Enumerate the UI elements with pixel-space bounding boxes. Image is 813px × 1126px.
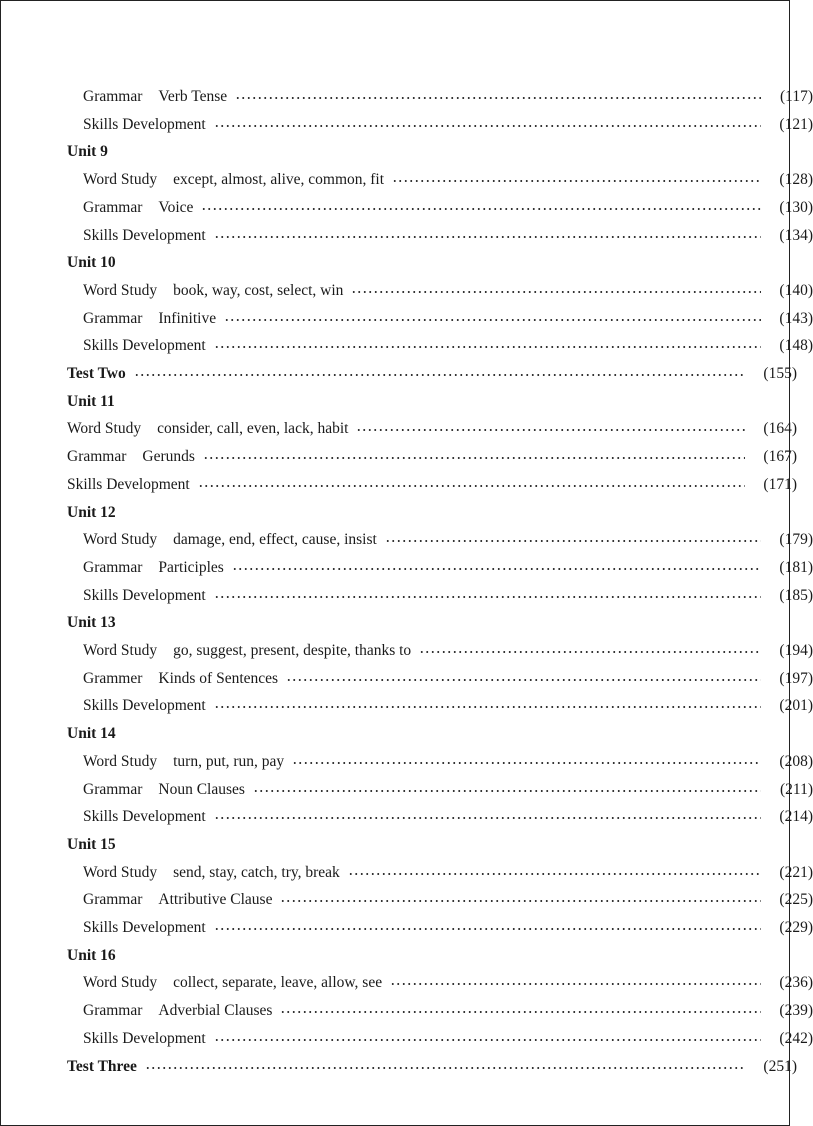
test-title: Test Three [67, 1057, 137, 1075]
toc-entry [1, 582, 813, 610]
toc-entry [1, 776, 813, 804]
entry-label: Skills Development [83, 1029, 206, 1047]
toc-entry [1, 969, 813, 997]
entry-label: Grammar [67, 448, 127, 466]
dot-leader [134, 374, 745, 376]
page-number: (179) [779, 531, 813, 549]
entry-detail: collect, separate, leave, allow, see [173, 974, 383, 992]
entry-label: Word Study [83, 752, 158, 770]
toc-entry [1, 526, 813, 554]
dot-leader [214, 928, 761, 930]
entry-label: Grammer [83, 669, 143, 687]
entry-detail: except, almost, alive, common, fit [173, 171, 385, 189]
page-number: (194) [779, 642, 813, 659]
entry-label: Word Study [83, 531, 158, 549]
toc-entry [1, 83, 813, 111]
toc-entry [1, 277, 813, 305]
toc-entry [1, 1025, 813, 1053]
entry-label: Word Study [83, 281, 158, 299]
page-number: (117) [780, 88, 813, 105]
page-number: (171) [763, 475, 797, 493]
dot-leader [280, 900, 761, 902]
page-number: (236) [779, 974, 813, 992]
page-number: (185) [779, 586, 813, 604]
unit-title: Unit 16 [67, 946, 116, 964]
page-number: (167) [763, 448, 797, 466]
dot-leader [292, 762, 761, 764]
page-number: (148) [779, 337, 813, 355]
entry-label: Skills Development [67, 475, 190, 493]
unit-title: Unit 14 [67, 725, 116, 743]
entry-label: Skills Development [83, 115, 206, 133]
dot-leader [253, 790, 761, 792]
toc-entry [1, 415, 797, 443]
entry-detail: Attributive Clause [158, 891, 273, 909]
entry-detail: Participles [158, 558, 224, 576]
entry-detail: consider, call, even, lack, habit [157, 420, 349, 438]
unit-title: Unit 15 [67, 835, 116, 853]
unit-heading [1, 720, 797, 748]
toc-entry [1, 914, 813, 942]
toc-entry [1, 111, 813, 139]
entry-detail: Voice [158, 198, 194, 216]
entry-detail: damage, end, effect, cause, insist [173, 531, 377, 549]
page-number: (130) [779, 198, 813, 216]
page-number: (251) [763, 1057, 797, 1075]
entry-detail: Infinitive [158, 309, 217, 327]
entry-label: Grammar [83, 780, 143, 798]
toc-entry [1, 222, 813, 250]
toc-test-entry [1, 1053, 797, 1081]
unit-title: Unit 12 [67, 503, 116, 521]
toc-entry [1, 443, 797, 471]
dot-leader [224, 319, 761, 321]
page-number: (134) [779, 226, 813, 244]
unit-heading [1, 609, 797, 637]
entry-detail: Kinds of Sentences [158, 669, 279, 687]
entry-label: Word Study [83, 974, 158, 992]
entry-label: Word Study [67, 420, 142, 438]
toc-entry [1, 886, 813, 914]
dot-leader [351, 291, 761, 293]
dot-leader [145, 1067, 745, 1069]
dot-leader [214, 1039, 761, 1041]
entry-label: Grammar [83, 88, 143, 105]
page-number: (211) [780, 780, 813, 798]
entry-detail: Gerunds [142, 448, 195, 466]
toc-test-entry [1, 360, 797, 388]
dot-leader [235, 97, 761, 99]
entry-label: Skills Development [83, 586, 206, 604]
entry-label: Skills Development [83, 226, 206, 244]
entry-label: Grammar [83, 558, 143, 576]
entry-detail: book, way, cost, select, win [173, 281, 344, 299]
entry-detail: turn, put, run, pay [173, 752, 285, 770]
dot-leader [201, 208, 761, 210]
toc-entry [1, 194, 813, 222]
page-number: (208) [779, 752, 813, 770]
page-number: (221) [779, 863, 813, 881]
dot-leader [203, 457, 745, 459]
unit-title: Unit 10 [67, 254, 116, 272]
toc-entry [1, 803, 813, 831]
page-number: (225) [779, 891, 813, 909]
toc-entry [1, 471, 797, 499]
page-number: (214) [779, 808, 813, 826]
entry-detail: go, suggest, present, despite, thanks to [173, 642, 412, 659]
page-number: (140) [779, 281, 813, 299]
toc-entry [1, 554, 813, 582]
unit-title: Unit 9 [67, 143, 108, 161]
entry-detail: Verb Tense [158, 88, 228, 105]
page-number: (197) [779, 669, 813, 687]
test-title: Test Two [67, 365, 126, 382]
dot-leader [214, 817, 761, 819]
page-number: (155) [763, 365, 797, 382]
toc-entry [1, 332, 813, 360]
dot-leader [198, 485, 745, 487]
toc-entry [1, 166, 813, 194]
dot-leader [419, 651, 761, 653]
dot-leader [348, 873, 761, 875]
toc-entry [1, 748, 813, 776]
entry-label: Grammar [83, 1002, 143, 1020]
entry-detail: send, stay, catch, try, break [173, 863, 340, 881]
page-number: (143) [779, 309, 813, 327]
unit-heading [1, 388, 797, 416]
entry-label: Skills Development [83, 337, 206, 355]
unit-title: Unit 13 [67, 614, 116, 632]
dot-leader [214, 706, 761, 708]
dot-leader [280, 1011, 761, 1013]
page-number: (164) [763, 420, 797, 438]
toc-entry [1, 859, 813, 887]
unit-heading [1, 942, 797, 970]
toc-entry [1, 305, 813, 333]
entry-label: Word Study [83, 642, 158, 659]
unit-title: Unit 11 [67, 392, 115, 410]
dot-leader [392, 180, 761, 182]
entry-label: Skills Development [83, 697, 206, 715]
dot-leader [214, 346, 761, 348]
dot-leader [390, 983, 761, 985]
page-number: (121) [779, 115, 813, 133]
unit-heading [1, 249, 797, 277]
dot-leader [214, 236, 761, 238]
entry-label: Grammar [83, 891, 143, 909]
page-number: (229) [779, 919, 813, 936]
entry-label: Grammar [83, 198, 143, 216]
dot-leader [356, 429, 745, 431]
entry-label: Grammar [83, 309, 143, 327]
entry-label: Skills Development [83, 808, 206, 826]
unit-heading [1, 499, 797, 527]
entry-detail: Noun Clauses [158, 780, 245, 798]
toc-entry [1, 997, 813, 1025]
dot-leader [385, 540, 761, 542]
page-number: (201) [779, 697, 813, 715]
entry-detail: Adverbial Clauses [158, 1002, 273, 1020]
dot-leader [286, 679, 761, 681]
dot-leader [214, 125, 761, 127]
entry-label: Skills Development [83, 919, 206, 936]
entry-label: Word Study [83, 863, 158, 881]
dot-leader [214, 596, 761, 598]
toc-entry [1, 637, 813, 665]
toc-entry [1, 692, 813, 720]
unit-heading [1, 138, 797, 166]
entry-label: Word Study [83, 171, 158, 189]
page-number: (128) [779, 171, 813, 189]
toc-entry [1, 665, 813, 693]
unit-heading [1, 831, 797, 859]
dot-leader [232, 568, 761, 570]
page-number: (242) [779, 1029, 813, 1047]
page-number: (239) [779, 1002, 813, 1020]
page-number: (181) [779, 558, 813, 576]
